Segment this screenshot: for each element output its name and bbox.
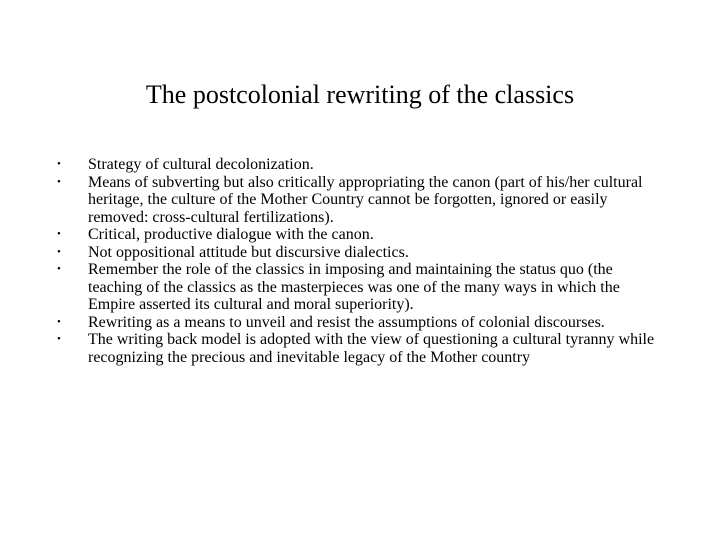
bullet-item <box>54 226 666 244</box>
bullet-text: Not oppositional attitude but discursive dialectics. <box>88 243 409 261</box>
bullet-item <box>54 244 666 262</box>
bullet-text: Critical, productive dialogue with the canon. <box>88 226 374 243</box>
bullet-list <box>54 156 666 366</box>
bullet-item <box>54 314 666 332</box>
bullet-item <box>54 331 666 366</box>
bullet-dot-icon: • <box>57 228 61 240</box>
bullet-item <box>54 174 666 227</box>
bullet-dot-icon: • <box>57 175 61 188</box>
bullet-text: Rewriting as a means to unveil and resist the assumptions of colonial discourses. <box>88 313 605 331</box>
bullet-dot-icon: • <box>57 158 61 170</box>
bullet-item <box>54 261 666 314</box>
bullet-text: Means of subverting but also critically appropriating the canon (part of his/her cultural heritage, the culture of the Mother Country cannot be forgotten, ignored or easily removed: cross-cultural fertilizations). <box>88 173 643 226</box>
slide-title: The postcolonial rewriting of the classics <box>145 80 575 109</box>
bullet-item <box>54 156 666 174</box>
bullet-dot-icon: • <box>57 315 61 328</box>
bullet-text: Remember the role of the classics in imposing and maintaining the status quo (the teaching of the classics as the masterpieces was one of the many ways in which the Empire asserted its cultural and moral superiority). <box>88 261 620 313</box>
bullet-text: Strategy of cultural decolonization. <box>88 156 314 173</box>
bullet-text: The writing back model is adopted with the view of questioning a cultural tyranny while recognizing the precious and inevitable legacy of the Mother country <box>88 331 655 366</box>
bullet-dot-icon: • <box>57 333 61 345</box>
bullet-dot-icon: • <box>57 263 61 275</box>
bullet-dot-icon: • <box>57 245 61 258</box>
